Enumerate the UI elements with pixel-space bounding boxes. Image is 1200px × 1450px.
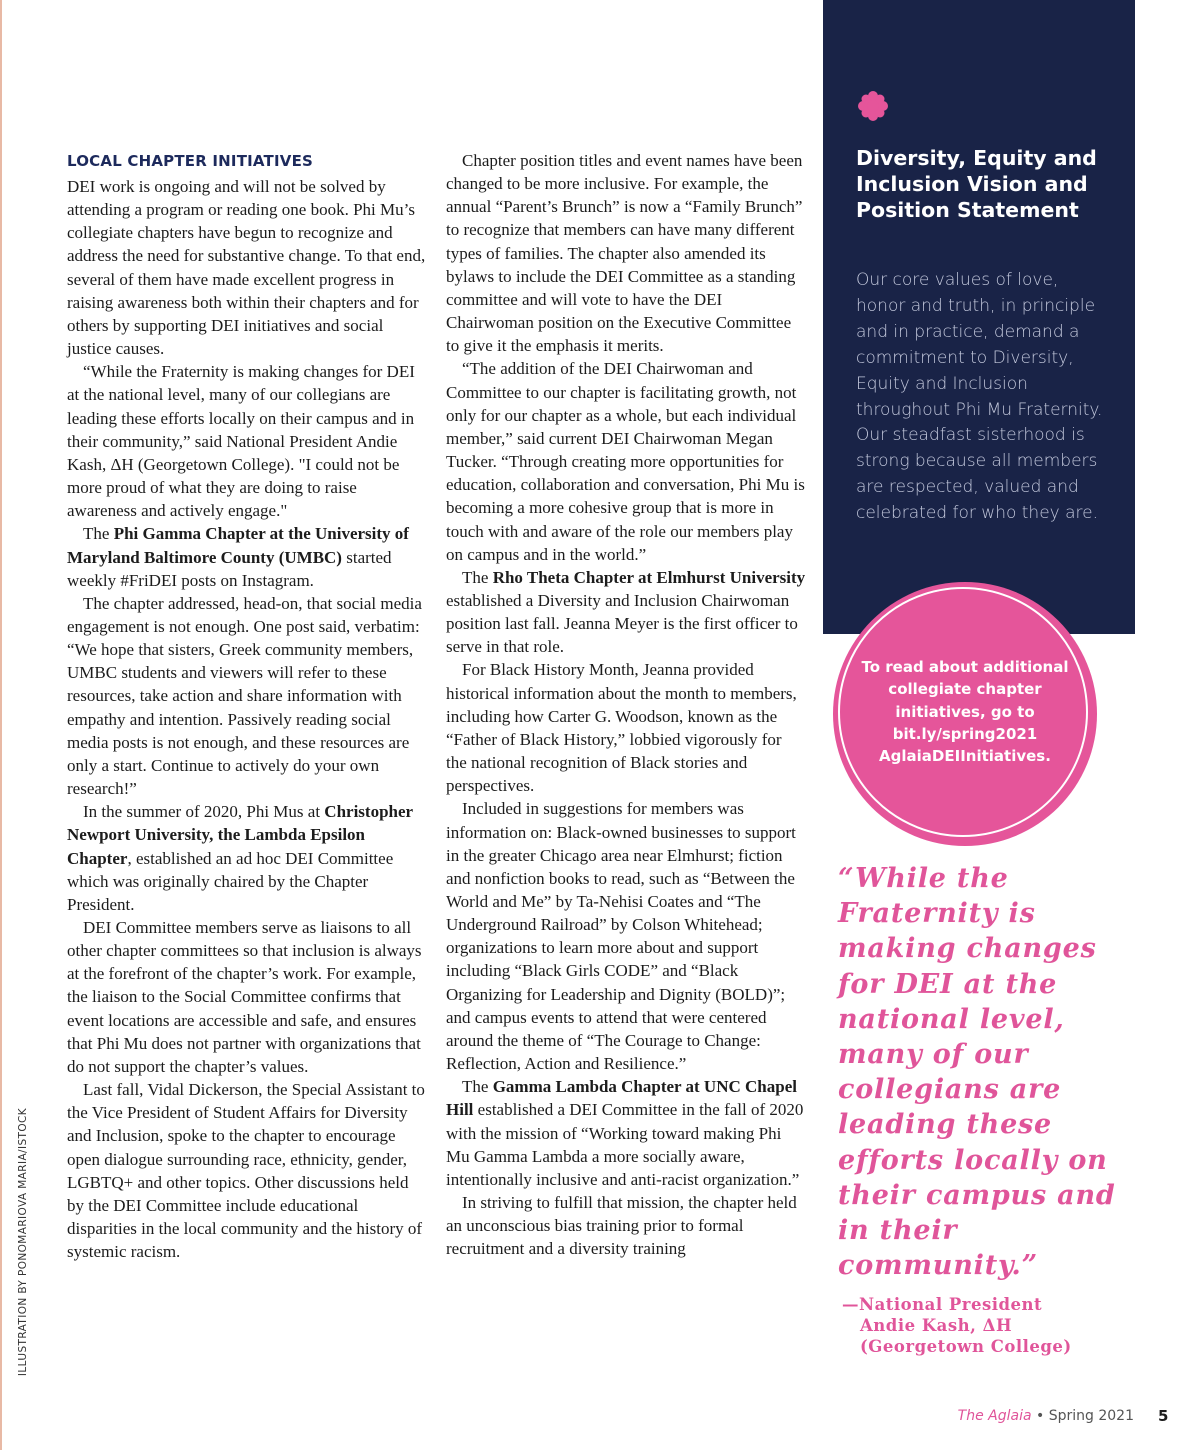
text-run: The xyxy=(462,567,493,587)
illustration-credit: ILLUSTRATION BY PONOMARIOVA MARIA/ISTOCK xyxy=(17,1107,29,1377)
paragraph xyxy=(446,566,806,659)
pull-quote: “While the Fraternity is making changes for DEI at the national level, many of our collegians are leading these efforts locally on their campus and in their community.” xyxy=(838,863,1116,1282)
chapter-name: Phi Gamma Chapter at the University of Maryland Baltimore County (UMBC) xyxy=(67,524,409,567)
paragraph: DEI Committee members serve as liaisons to all other chapter committees so that inclusion is always at the forefront of the chapter’s work. For example, the liaison to the Social Committee confirms that event locations are accessible and safe, and ensures that Phi Mu does not partner with organizations that do not support the chapter’s values. xyxy=(67,918,422,1076)
flower-icon xyxy=(857,90,889,122)
paragraph xyxy=(67,800,427,916)
callout-text: To read about additional collegiate chapter initiatives, go to bit.ly/spring2021 AglaiaDEIInitiatives. xyxy=(861,658,1069,766)
statement-body: Our core values of love, honor and truth, in principle and in practice, demand a commitment to Diversity, Equity and Inclusion throughout Phi Mu Fraternity. Our steadfast sisterhood is strong because all members are respected, valued and celebrated for who they are. xyxy=(856,270,1103,524)
paragraph xyxy=(67,522,427,591)
paragraph: Chapter position titles and event names have been changed to be more inclusive. For example, the annual “Parent’s Brunch” is now a “Family Brunch” to recognize that members can have many different types of families. The chapter also amended its bylaws to include the DEI Committee as a standing committee and will vote to have the DEI Chairwoman position on the Executive Committee to give it the emphasis it merits. xyxy=(446,151,803,356)
section-heading: LOCAL CHAPTER INITIATIVES xyxy=(67,152,314,170)
text-run: The xyxy=(462,1077,493,1097)
statement-title: Diversity, Equity and Inclusion Vision and Position Statement xyxy=(856,146,1097,222)
paragraph: DEI work is ongoing and will not be solved by attending a program or reading one book. Phi Mu’s collegiate chapters have begun to recognize and address the need for substantive change. To that end, several of them have made excellent progress in raising awareness both within their chapters and for others by supporting DEI initiatives and social justice causes. xyxy=(67,177,426,359)
paragraph: The chapter addressed, head-on, that social media engagement is not enough. One post said, verbatim: “We hope that sisters, Greek community members, UMBC students and viewers will refer to these resources, take action and share information with empathy and intention. Passively reading social media posts is not enough, and these resources are only a start. Continue to actively do your own research!” xyxy=(67,593,422,799)
chapter-name: Gamma Lambda Chapter at UNC Chapel Hill xyxy=(446,1077,797,1120)
paragraph: For Black History Month, Jeanna provided historical information about the month to members, including how Carter G. Woodson, known as the “Father of Black History,” lobbied vigorously for the national recognition of Black stories and perspectives. xyxy=(446,660,797,796)
text-run: established a DEI Committee in the fall of 2020 with the mission of “Working toward making Phi Mu Gamma Lambda a more socially aware, intentionally inclusive and anti-racist organization.” xyxy=(446,1100,804,1189)
attribution-line: (Georgetown College) xyxy=(860,1337,1072,1356)
paragraph: “While the Fraternity is making changes for DEI at the national level, many of our collegians are leading these efforts locally on their campus and in their community,” said National President Andie Kash, ΔH (Georgetown College). "I could not be more proud of what they are doing to raise awareness and actively engage." xyxy=(67,362,415,521)
paragraph: “The addition of the DEI Chairwoman and Committee to our chapter is facilitating growth, not only for our chapter as a whole, but each individual member,” said current DEI Chairwoman Megan Tucker. “Through creating more opportunities for education, collaboration and conversation, Phi Mu is becoming a more cohesive group that is more in touch with and aware of the role our members play on campus and in the world.” xyxy=(446,359,805,564)
text-run: , established an ad hoc DEI Committee which was originally chaired by the Chapter President. xyxy=(67,848,394,914)
attribution-line: —National President xyxy=(842,1295,1043,1314)
article-column-1 xyxy=(67,149,427,1263)
page-footer xyxy=(900,1408,1134,1424)
quote-attribution xyxy=(842,1294,1102,1357)
text-run: In the summer of 2020, Phi Mus at xyxy=(83,802,325,822)
paragraph: In striving to fulfill that mission, the chapter held an unconscious bias training prior to formal recruitment and a diversity training xyxy=(446,1193,797,1259)
chapter-name: Rho Theta Chapter at Elmhurst University xyxy=(492,567,806,587)
text-run: established a Diversity and Inclusion Chairwoman position last fall. Jeanna Meyer is the first officer to serve in that role. xyxy=(446,590,798,657)
paragraph: Last fall, Vidal Dickerson, the Special Assistant to the Vice President of Student Affairs for Diversity and Inclusion, spoke to the chapter to encourage open dialogue surrounding race, ethnicity, gender, LGBTQ+ and other topics. Other discussions held by the DEI Committee include educational disparities in the local community and the history of systemic racism. xyxy=(67,1080,425,1262)
article-column-2 xyxy=(446,149,806,1261)
issue-label: Spring 2021 xyxy=(1048,1408,1134,1424)
text-run: The xyxy=(83,524,114,544)
page-edge-line xyxy=(0,0,2,1450)
magazine-name: The Aglaia xyxy=(957,1408,1032,1424)
paragraph xyxy=(446,1075,806,1191)
paragraph: Included in suggestions for members was information on: Black-owned businesses to support in the greater Chicago area near Elmhurst; fiction and nonfiction books to read, such as “Between the World and Me” by Ta-Nehisi Coates and “The Underground Railroad” by Colson Whitehead; organizations to learn more about and support including “Black Girls CODE” and “Black Organizing for Leadership and Dignity (BOLD)”; and campus events to attend that were centered around the theme of “The Courage to Change: Reflection, Action and Resilience.” xyxy=(446,799,796,1074)
page-number: 5 xyxy=(1158,1407,1169,1425)
text-run: started weekly #FriDEI posts on Instagram. xyxy=(67,547,392,590)
footer-separator: • xyxy=(1031,1408,1049,1424)
chapter-name: Christopher Newport University, the Lambda Epsilon Chapter xyxy=(67,802,413,868)
attribution-line: Andie Kash, ΔH xyxy=(860,1316,1013,1335)
